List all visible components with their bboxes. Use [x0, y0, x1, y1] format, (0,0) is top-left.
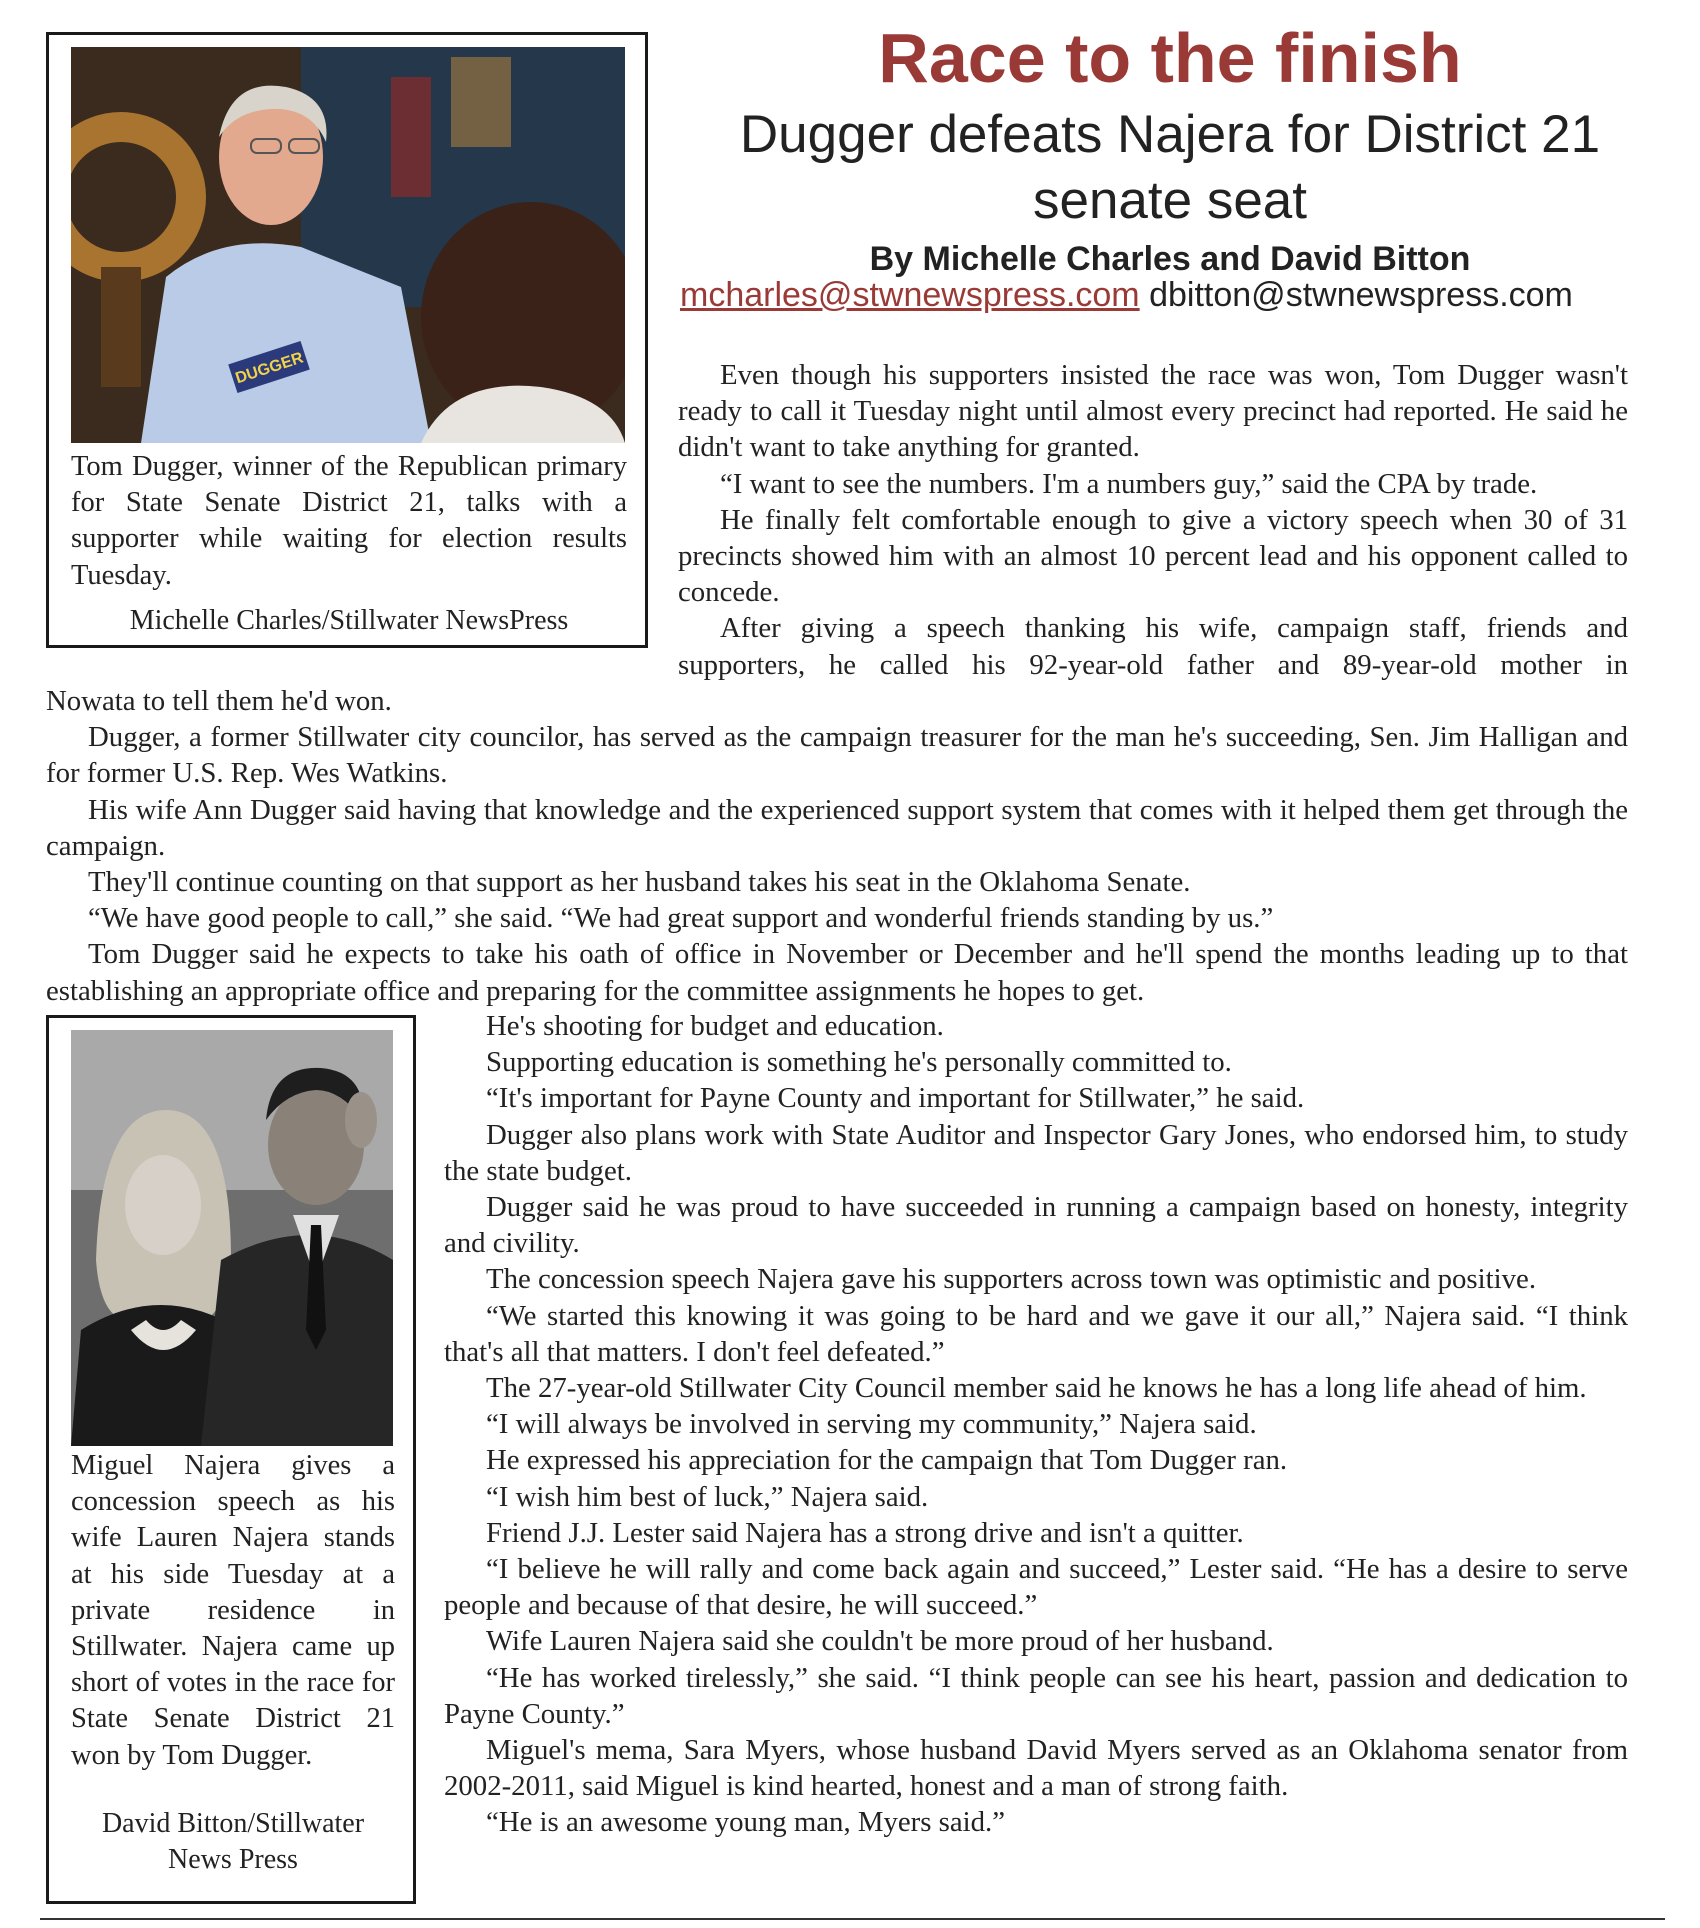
article-paragraph: Friend J.J. Lester said Najera has a strong drive and isn't a quitter. [486, 1516, 1244, 1549]
photo-caption-dugger: Tom Dugger, winner of the Republican primary for State Senate District 21, talks with a supporter while waiting for election results Tuesday. [71, 451, 627, 591]
article-paragraph: His wife Ann Dugger said having that knowledge and the experienced support system that comes with it helped them get through the campaign. [46, 793, 1628, 862]
article-column-bottom [444, 1008, 1628, 1841]
article-paragraph: Supporting education is something he's personally committed to. [486, 1046, 1232, 1079]
photo-dugger [71, 47, 625, 443]
photo-najera-illustration [71, 1030, 393, 1446]
article-paragraph: Miguel's mema, Sara Myers, whose husband David Myers served as an Oklahoma senator from 2002-2011, said Miguel is kind hearted, honest and a man of strong faith. [444, 1734, 1628, 1803]
photo-credit-najera: David Bitton/Stillwater News Press [101, 1808, 365, 1875]
kicker-headline: Race to the finish [878, 19, 1462, 97]
article-paragraph: “I wish him best of luck,” Najera said. [486, 1480, 929, 1513]
article-paragraph: Dugger said he was proud to have succeeded in running a campaign based on honesty, integrity and civility. [444, 1191, 1628, 1260]
photo-credit-dugger: Michelle Charles/Stillwater NewsPress [129, 605, 569, 636]
article-paragraph: “I believe he will rally and come back again and succeed,” Lester said. “He has a desire to serve people and because of that desire, he will succeed.” [444, 1553, 1628, 1622]
article-paragraph: “He is an awesome young man, Myers said.” [486, 1806, 1006, 1839]
photo-box-dugger [46, 32, 648, 648]
article-paragraph: Wife Lauren Najera said she couldn't be more proud of her husband. [486, 1625, 1274, 1658]
article-paragraph: “We started this knowing it was going to be hard and we gave it our all,” Najera said. “I think that's all that matters. I don't feel defeated.” [444, 1299, 1628, 1368]
campaign-badge-text: DUGGER [233, 349, 306, 388]
article-paragraph: He's shooting for budget and education. [486, 1010, 944, 1042]
email-bitton: dbitton@stwnewspress.com [1149, 276, 1573, 314]
article-paragraph: “I want to see the numbers. I'm a numbers guy,” said the CPA by trade. [720, 467, 1538, 500]
article-paragraph: “He has worked tirelessly,” she said. “I think people can see his heart, passion and dedication to Payne County.” [444, 1661, 1628, 1730]
article-paragraph: He expressed his appreciation for the campaign that Tom Dugger ran. [486, 1444, 1288, 1477]
article-paragraph-wrap-end: Nowata to tell them he'd won. [46, 685, 392, 717]
article-paragraph: Dugger also plans work with State Auditor and Inspector Gary Jones, who endorsed him, to study the state budget. [444, 1118, 1628, 1187]
article-paragraph: The concession speech Najera gave his supporters across town was optimistic and positive. [486, 1263, 1537, 1296]
article-paragraph: Even though his supporters insisted the race was won, Tom Dugger wasn't ready to call it Tuesday night until almost every precinct had reported. He said he didn't want to take anything for granted. [678, 359, 1628, 464]
article-paragraph: Tom Dugger said he expects to take his oath of office in November or December and he'll spend the months leading up to that establishing an appropriate office and preparing for the committee assignments he hopes to get. [46, 938, 1628, 1007]
article-paragraph: They'll continue counting on that support as her husband takes his seat in the Oklahoma Senate. [88, 866, 1191, 899]
article-column-full [46, 683, 1628, 1009]
article-paragraph: “I will always be involved in serving my community,” Najera said. [486, 1408, 1257, 1441]
article-paragraph: The 27-year-old Stillwater City Council member said he knows he has a long life ahead of him. [486, 1372, 1587, 1405]
article-title: Dugger defeats Najera for District 21 senate seat [739, 105, 1601, 230]
headline-block [660, 18, 1680, 280]
article-column-top [678, 357, 1628, 683]
photo-dugger-illustration [71, 47, 625, 443]
byline: By Michelle Charles and David Bitton [869, 240, 1471, 278]
author-emails [680, 274, 1573, 316]
email-link-charles[interactable]: mcharles@stwnewspress.com [680, 276, 1140, 314]
article-paragraph: “We have good people to call,” she said. “We had great support and wonderful friends standing by us.” [88, 902, 1274, 935]
article-paragraph: He finally felt comfortable enough to give a victory speech when 30 of 31 precincts showed him with an almost 10 percent lead and his opponent called to concede. [678, 503, 1628, 609]
photo-caption-najera: Miguel Najera gives a concession speech as his wife Lauren Najera stands at his side Tuesday at a private residence in Stillwater. Najera came up short of votes in the race for State Senate District 21 won by Tom Dugger. [71, 1450, 395, 1771]
photo-box-najera [46, 1015, 416, 1904]
bottom-rule-divider [40, 1918, 1665, 1920]
article-paragraph-wrap-start: After giving a speech thanking his wife, campaign staff, friends and supporters, he called his 92-year-old father and 89-year-old mother in [678, 612, 1628, 681]
article-paragraph: Dugger, a former Stillwater city councilor, has served as the campaign treasurer for the man he's succeeding, Sen. Jim Halligan and for former U.S. Rep. Wes Watkins. [46, 721, 1628, 790]
article-paragraph: “It's important for Payne County and important for Stillwater,” he said. [486, 1082, 1305, 1115]
photo-najera [71, 1030, 393, 1446]
